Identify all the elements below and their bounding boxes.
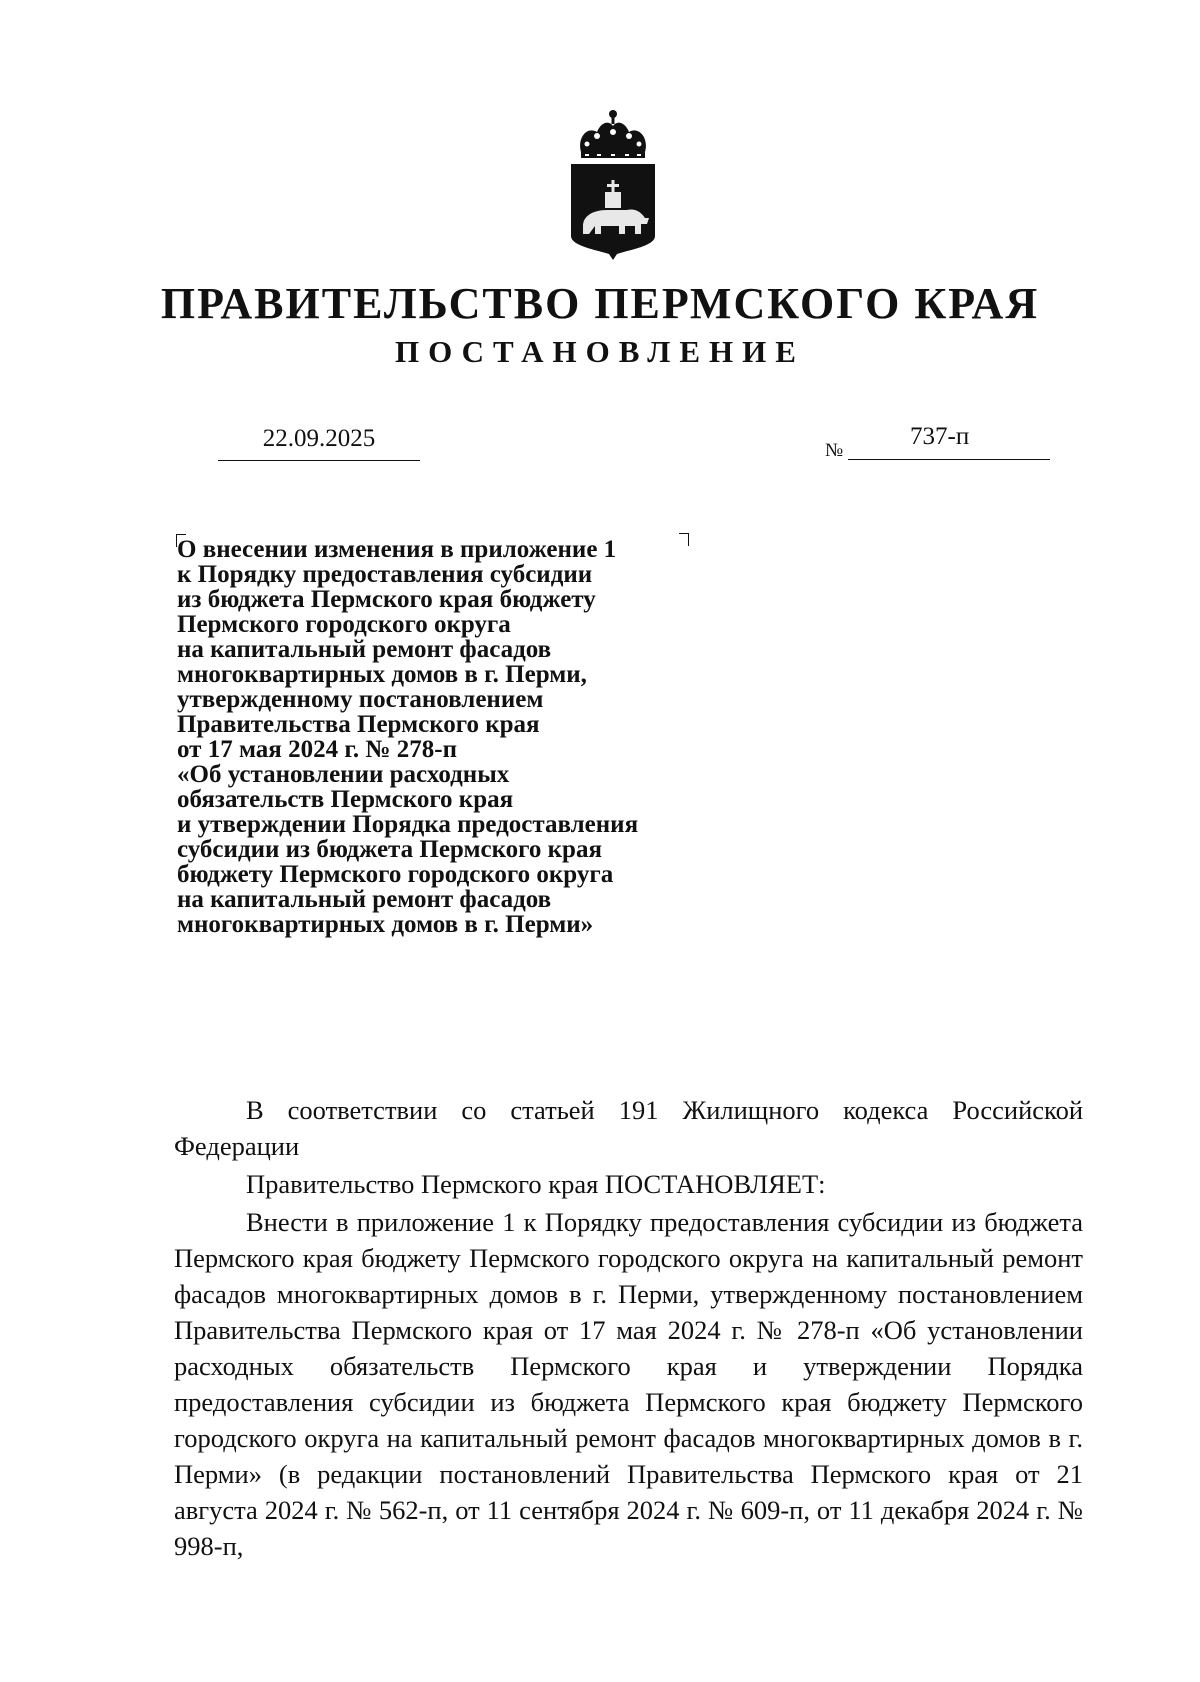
- subject-line: к Порядку предоставления субсидии: [177, 561, 593, 588]
- subject-line: многоквартирных домов в г. Перми,: [177, 661, 587, 688]
- document-date: 22.09.2025: [218, 424, 420, 461]
- subject-line: многоквартирных домов в г. Перми»: [177, 911, 594, 938]
- subject-line: на капитальный ремонт фасадов: [177, 886, 552, 913]
- document-type: ПОСТАНОВЛЕНИЕ: [395, 334, 805, 369]
- document-number: 737-п: [848, 420, 1050, 460]
- subject-line: Пермского городского округа: [177, 611, 511, 638]
- subject-line: бюджету Пермского городского округа: [177, 861, 614, 888]
- subject-line: утвержденному постановлением: [177, 686, 544, 713]
- subject-line: «Об установлении расходных: [177, 761, 510, 788]
- subject-line: О внесении изменения в приложение 1: [177, 536, 617, 563]
- body-paragraph-basis: В соответствии со статьей 191 Жилищного кодекса Российской Федерации: [174, 1095, 1083, 1161]
- subject-line: от 17 мая 2024 г. № 278-п: [177, 736, 457, 763]
- body-paragraph-amendment: Внести в приложение 1 к Порядку предоставления субсидии из бюджета Пермского края бюджету Пермского городского округа на капитальный ремонт фасадов многоквартирных домов в г. Перми, утвержденному постановлением Правительства Пермского края от 17 мая 2024 г. № 278-п «Об установлении расходных обязательств Пермского края и утверждении Порядка предоставления субсидии из бюджета Пермского края бюджету Пермского городского округа на капитальный ремонт фасадов многоквартирных домов в г. Перми» (в редакции постановлений Правительства Пермского края от 21 августа 2024 г. № 562-п, от 11 сентября 2024 г. № 609-п, от 11 декабря 2024 г. № 998-п,: [174, 1207, 1083, 1561]
- subject-line: обязательств Пермского края: [177, 786, 514, 813]
- subject-line: и утверждении Порядка предоставления: [177, 811, 639, 838]
- document-body: [174, 1092, 1083, 1564]
- subject-line: из бюджета Пермского края бюджету: [177, 586, 596, 613]
- document-subject: [177, 537, 737, 937]
- subject-line: Правительства Пермского края: [177, 711, 540, 738]
- body-paragraph-resolves: Правительство Пермского края ПОСТАНОВЛЯЕТ:: [246, 1169, 826, 1199]
- subject-line: субсидии из бюджета Пермского края: [177, 836, 602, 863]
- government-title: ПРАВИТЕЛЬСТВО ПЕРМСКОГО КРАЯ: [160, 279, 1040, 328]
- number-label: №: [825, 440, 844, 461]
- coat-of-arms-icon: [567, 108, 659, 260]
- subject-line: на капитальный ремонт фасадов: [177, 636, 552, 663]
